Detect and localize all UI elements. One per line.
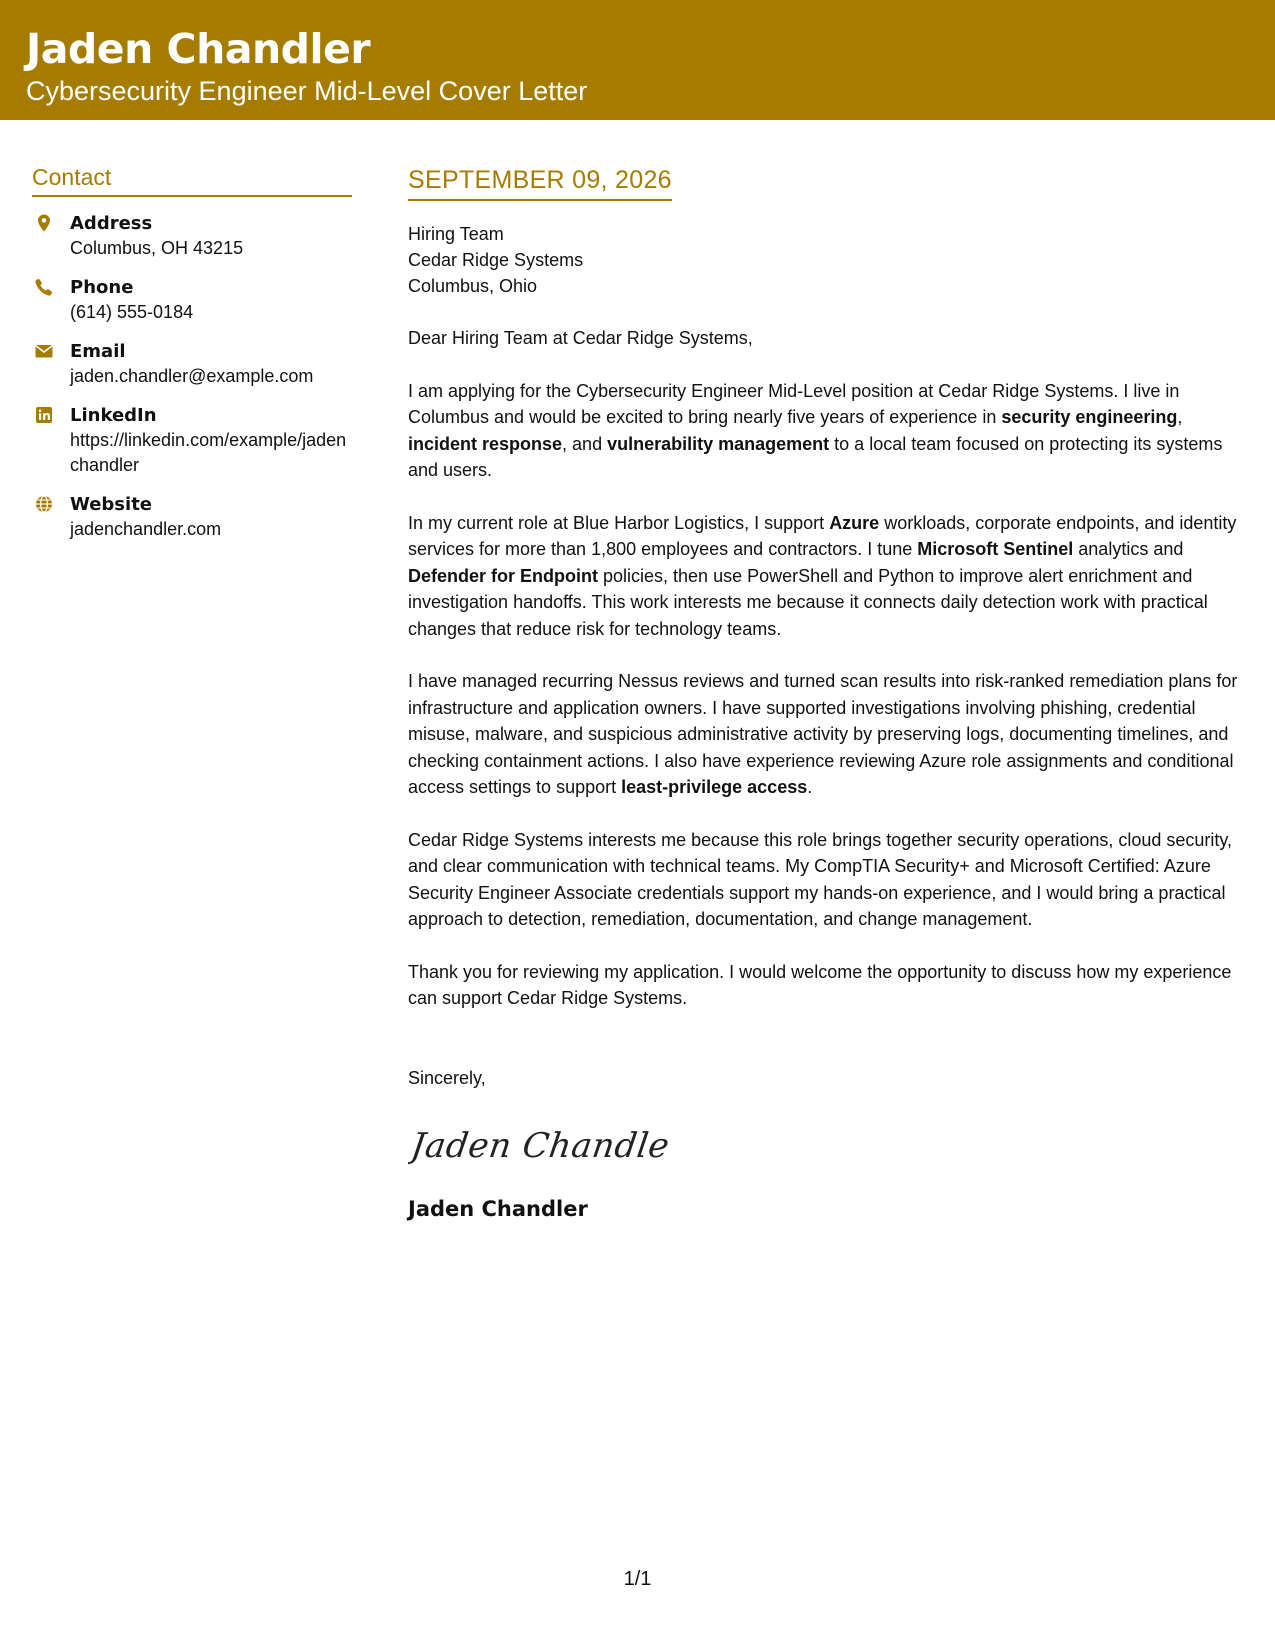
emphasized-phrase: Azure <box>829 512 880 533</box>
phone-icon <box>34 277 54 297</box>
emphasized-phrase: incident response <box>408 433 563 454</box>
contact-label: Website <box>70 494 153 515</box>
globe-icon <box>34 494 54 514</box>
document-subtitle: Cybersecurity Engineer Mid-Level Cover Letter <box>26 76 588 106</box>
closing: Sincerely, <box>408 1067 486 1088</box>
letter-paragraph <box>408 668 1253 801</box>
contact-label: Email <box>70 341 126 362</box>
contact-label: Address <box>70 213 153 234</box>
text-run: policies, then use PowerShell and Python to improve alert enrichment and investigation handoffs. This work interests me because it connects daily detection work with practical changes that reduce risk for technology teams. <box>408 565 1208 639</box>
emphasized-phrase: security engineering <box>1001 407 1178 427</box>
text-run: Thank you for reviewing my application. I would welcome the opportunity to discuss how my experience can support Cedar Ridge Systems. <box>408 961 1232 1008</box>
contact-value: (614) 555-0184 <box>70 302 194 322</box>
svg-text:Jaden Chandler: Jaden Chandler <box>408 1126 668 1166</box>
letter-paragraph <box>408 959 1253 1012</box>
text-run: , <box>1177 407 1183 427</box>
text-run: I am applying for the Cybersecurity Engineer Mid-Level position at Cedar Ridge Systems. I live in Columbus and would be excited to bring nearly five years of experience in <box>408 380 1180 427</box>
contact-phone <box>32 275 352 325</box>
text-run: to a local team focused on protecting its systems and users. <box>408 433 1223 480</box>
handwritten-signature <box>408 1113 668 1177</box>
text-run: , and <box>562 433 608 454</box>
contact-sidebar <box>32 163 352 542</box>
letter-paragraph <box>408 510 1253 643</box>
text-run: In my current role at Blue Harbor Logistics, I support <box>408 512 830 533</box>
contact-label: Phone <box>70 277 134 298</box>
text-run: I have managed recurring Nessus reviews and turned scan results into risk-ranked remediation plans for infrastructure and application owners. I have supported investigations involving phishing, credential misuse, malware, and suspicious administrative activity by preserving logs, documenting timelines, and checking containment actions. I also have experience reviewing Azure role assignments and conditional access settings to support <box>408 671 1238 797</box>
letter-paragraph <box>408 378 1253 484</box>
recipient-block <box>408 221 1253 299</box>
letter-body <box>408 163 1253 1223</box>
letter-paragraph <box>408 827 1253 933</box>
text-run: . <box>807 777 813 797</box>
contact-heading: Contact <box>32 163 352 197</box>
contact-website <box>32 492 352 542</box>
contact-label: LinkedIn <box>70 405 157 426</box>
salutation: Dear Hiring Team at Cedar Ridge Systems, <box>408 328 753 348</box>
letter-paragraphs <box>408 378 1253 1012</box>
linkedin-icon <box>34 405 54 425</box>
text-run: analytics and <box>1073 539 1184 559</box>
page-number: 1/1 <box>623 1568 652 1590</box>
emphasized-phrase: Microsoft Sentinel <box>917 539 1074 559</box>
text-run: Cedar Ridge Systems interests me because this role brings together security operations, cloud security, and clear communication with technical teams. My CompTIA Security+ and Microsoft Certified: Azure Security Engineer Associate credentials support my hands-on experience, and I would bring a practical approach to detection, remediation, documentation, and change management. <box>408 829 1233 929</box>
emphasized-phrase: least-privilege access <box>621 777 808 797</box>
signature <box>408 1113 1253 1177</box>
location-pin-icon <box>34 213 54 233</box>
applicant-name: Jaden Chandler <box>26 25 371 73</box>
recipient-line: Hiring Team <box>408 224 504 244</box>
contact-linkedin <box>32 403 352 478</box>
emphasized-phrase: vulnerability management <box>607 433 830 454</box>
page-header <box>0 0 1275 120</box>
text-run: workloads, corporate endpoints, and identity services for more than 1,800 employees and contractors. I tune <box>408 512 1237 559</box>
contact-value: jaden.chandler@example.com <box>70 366 314 386</box>
signer-name: Jaden Chandler <box>408 1197 588 1221</box>
recipient-line: Cedar Ridge Systems <box>408 250 584 270</box>
contact-value: https://linkedin.com/example/jadenchandler <box>70 430 347 475</box>
letter-date: SEPTEMBER 09, 2026 <box>408 163 672 201</box>
emphasized-phrase: Defender for Endpoint <box>408 565 598 586</box>
contact-email <box>32 339 352 389</box>
envelope-icon <box>34 341 54 361</box>
contact-value: Columbus, OH 43215 <box>70 238 244 258</box>
recipient-line: Columbus, Ohio <box>408 276 538 296</box>
contact-value: jadenchandler.com <box>70 519 222 539</box>
contact-address <box>32 211 352 261</box>
